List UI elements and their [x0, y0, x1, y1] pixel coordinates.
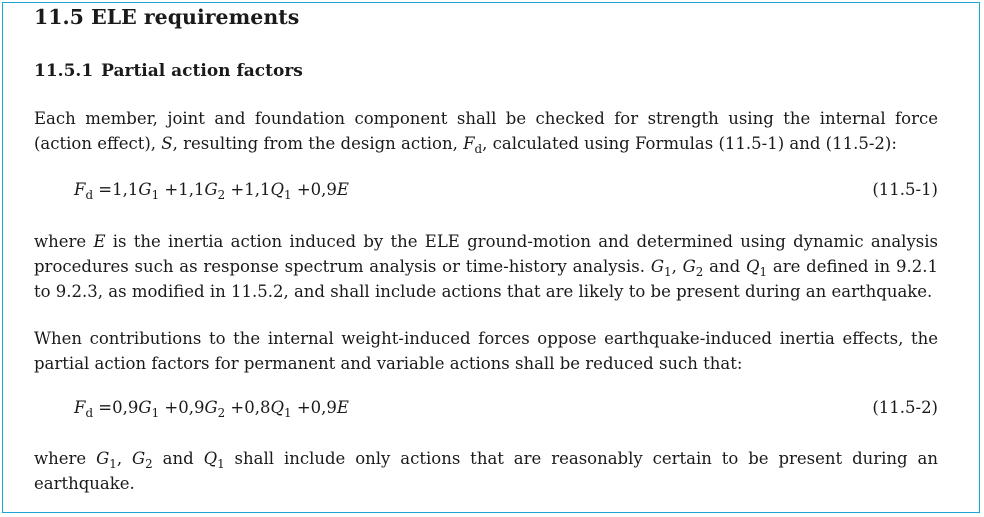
subscript-d: d: [85, 188, 94, 203]
paragraph-line: When contributions to the internal weight-induced forces oppose earthquake-induced inertia effects, the: [34, 329, 938, 348]
paragraph-inertia-action: [34, 229, 938, 304]
formula-expression: [74, 398, 349, 421]
symbol-f: F: [74, 398, 86, 417]
paragraph-line: [34, 131, 938, 156]
coefficient: =1,1: [93, 180, 139, 199]
subscript-d: d: [474, 142, 483, 157]
subscript-2: 2: [695, 265, 704, 280]
text-run: ,: [671, 257, 683, 276]
subsection-title: Partial action factors: [101, 61, 303, 81]
formula-number: (11.5-2): [872, 398, 938, 417]
subscript-1: 1: [109, 457, 117, 472]
paragraph-line: [34, 254, 938, 279]
coefficient: +0,8: [225, 398, 271, 417]
subscript-1: 1: [284, 188, 292, 203]
text-run: ,: [116, 449, 132, 468]
text-run: are defined in 9.2.1: [767, 257, 938, 276]
symbol-g2: G: [204, 398, 218, 417]
formula-11-5-1: [74, 180, 938, 206]
text-run: procedures such as response spectrum analysis or time-history analysis.: [34, 257, 651, 276]
symbol-q1: Q: [270, 180, 285, 199]
subsection-heading: [34, 61, 303, 81]
symbol-g2: G: [682, 257, 696, 276]
text-run: shall include only actions that are reasonably certain to be present during an: [224, 449, 938, 468]
paragraph-strength-check: [34, 106, 938, 156]
subscript-2: 2: [145, 457, 153, 472]
symbol-e: E: [93, 232, 106, 251]
coefficient: +0,9: [291, 398, 337, 417]
symbol-f: F: [463, 134, 475, 153]
subscript-2: 2: [217, 406, 226, 421]
symbol-g2: G: [204, 180, 218, 199]
coefficient: +1,1: [159, 180, 205, 199]
symbol-e: E: [336, 398, 349, 417]
coefficient: +0,9: [159, 398, 205, 417]
paragraph-line: earthquake.: [34, 474, 135, 493]
subscript-1: 1: [151, 406, 160, 421]
text-run: and: [703, 257, 746, 276]
paragraph-line: to 9.2.3, as modified in 11.5.2, and shall include actions that are likely to be present during an earthquake.: [34, 282, 933, 301]
coefficient: +1,1: [225, 180, 271, 199]
section-heading: 11.5 ELE requirements: [34, 5, 300, 29]
paragraph-reduction: [34, 326, 938, 376]
paragraph-certain-actions: [34, 446, 938, 496]
paragraph-line: partial action factors for permanent and variable actions shall be reduced such that:: [34, 354, 743, 373]
subscript-1: 1: [217, 457, 225, 472]
paragraph-line: [34, 446, 938, 471]
formula-number: (11.5-1): [872, 180, 938, 199]
subscript-2: 2: [217, 188, 226, 203]
symbol-q1: Q: [203, 449, 218, 468]
symbol-q1: Q: [746, 257, 760, 276]
formula-expression: [74, 180, 349, 203]
paragraph-line: Each member, joint and foundation component shall be checked for strength using the internal force: [34, 109, 938, 128]
subscript-1: 1: [664, 265, 672, 280]
paragraph-line: [34, 229, 938, 254]
symbol-g1: G: [138, 180, 152, 199]
subscript-d: d: [85, 406, 94, 421]
symbol-e: E: [336, 180, 349, 199]
subscript-1: 1: [151, 188, 160, 203]
subsection-number: 11.5.1: [34, 61, 94, 81]
subscript-1: 1: [284, 406, 292, 421]
symbol-q1: Q: [270, 398, 285, 417]
formula-11-5-2: [74, 398, 938, 424]
subscript-1: 1: [759, 265, 768, 280]
text-run: , resulting from the design action,: [172, 134, 464, 153]
symbol-g1: G: [138, 398, 152, 417]
text-run: and: [152, 449, 204, 468]
text-run: where: [34, 232, 94, 251]
symbol-f: F: [74, 180, 86, 199]
coefficient: +0,9: [291, 180, 337, 199]
text-run: , calculated using Formulas (11.5-1) and (11.5-2):: [482, 134, 897, 153]
text-run: where: [34, 449, 97, 468]
symbol-g1: G: [96, 449, 110, 468]
symbol-g1: G: [650, 257, 664, 276]
symbol-s: S: [161, 134, 173, 153]
text-run: is the inertia action induced by the ELE ground-motion and determined using dynamic analysis: [105, 232, 938, 251]
text-run: (action effect),: [34, 134, 162, 153]
coefficient: =0,9: [93, 398, 139, 417]
symbol-g2: G: [131, 449, 146, 468]
